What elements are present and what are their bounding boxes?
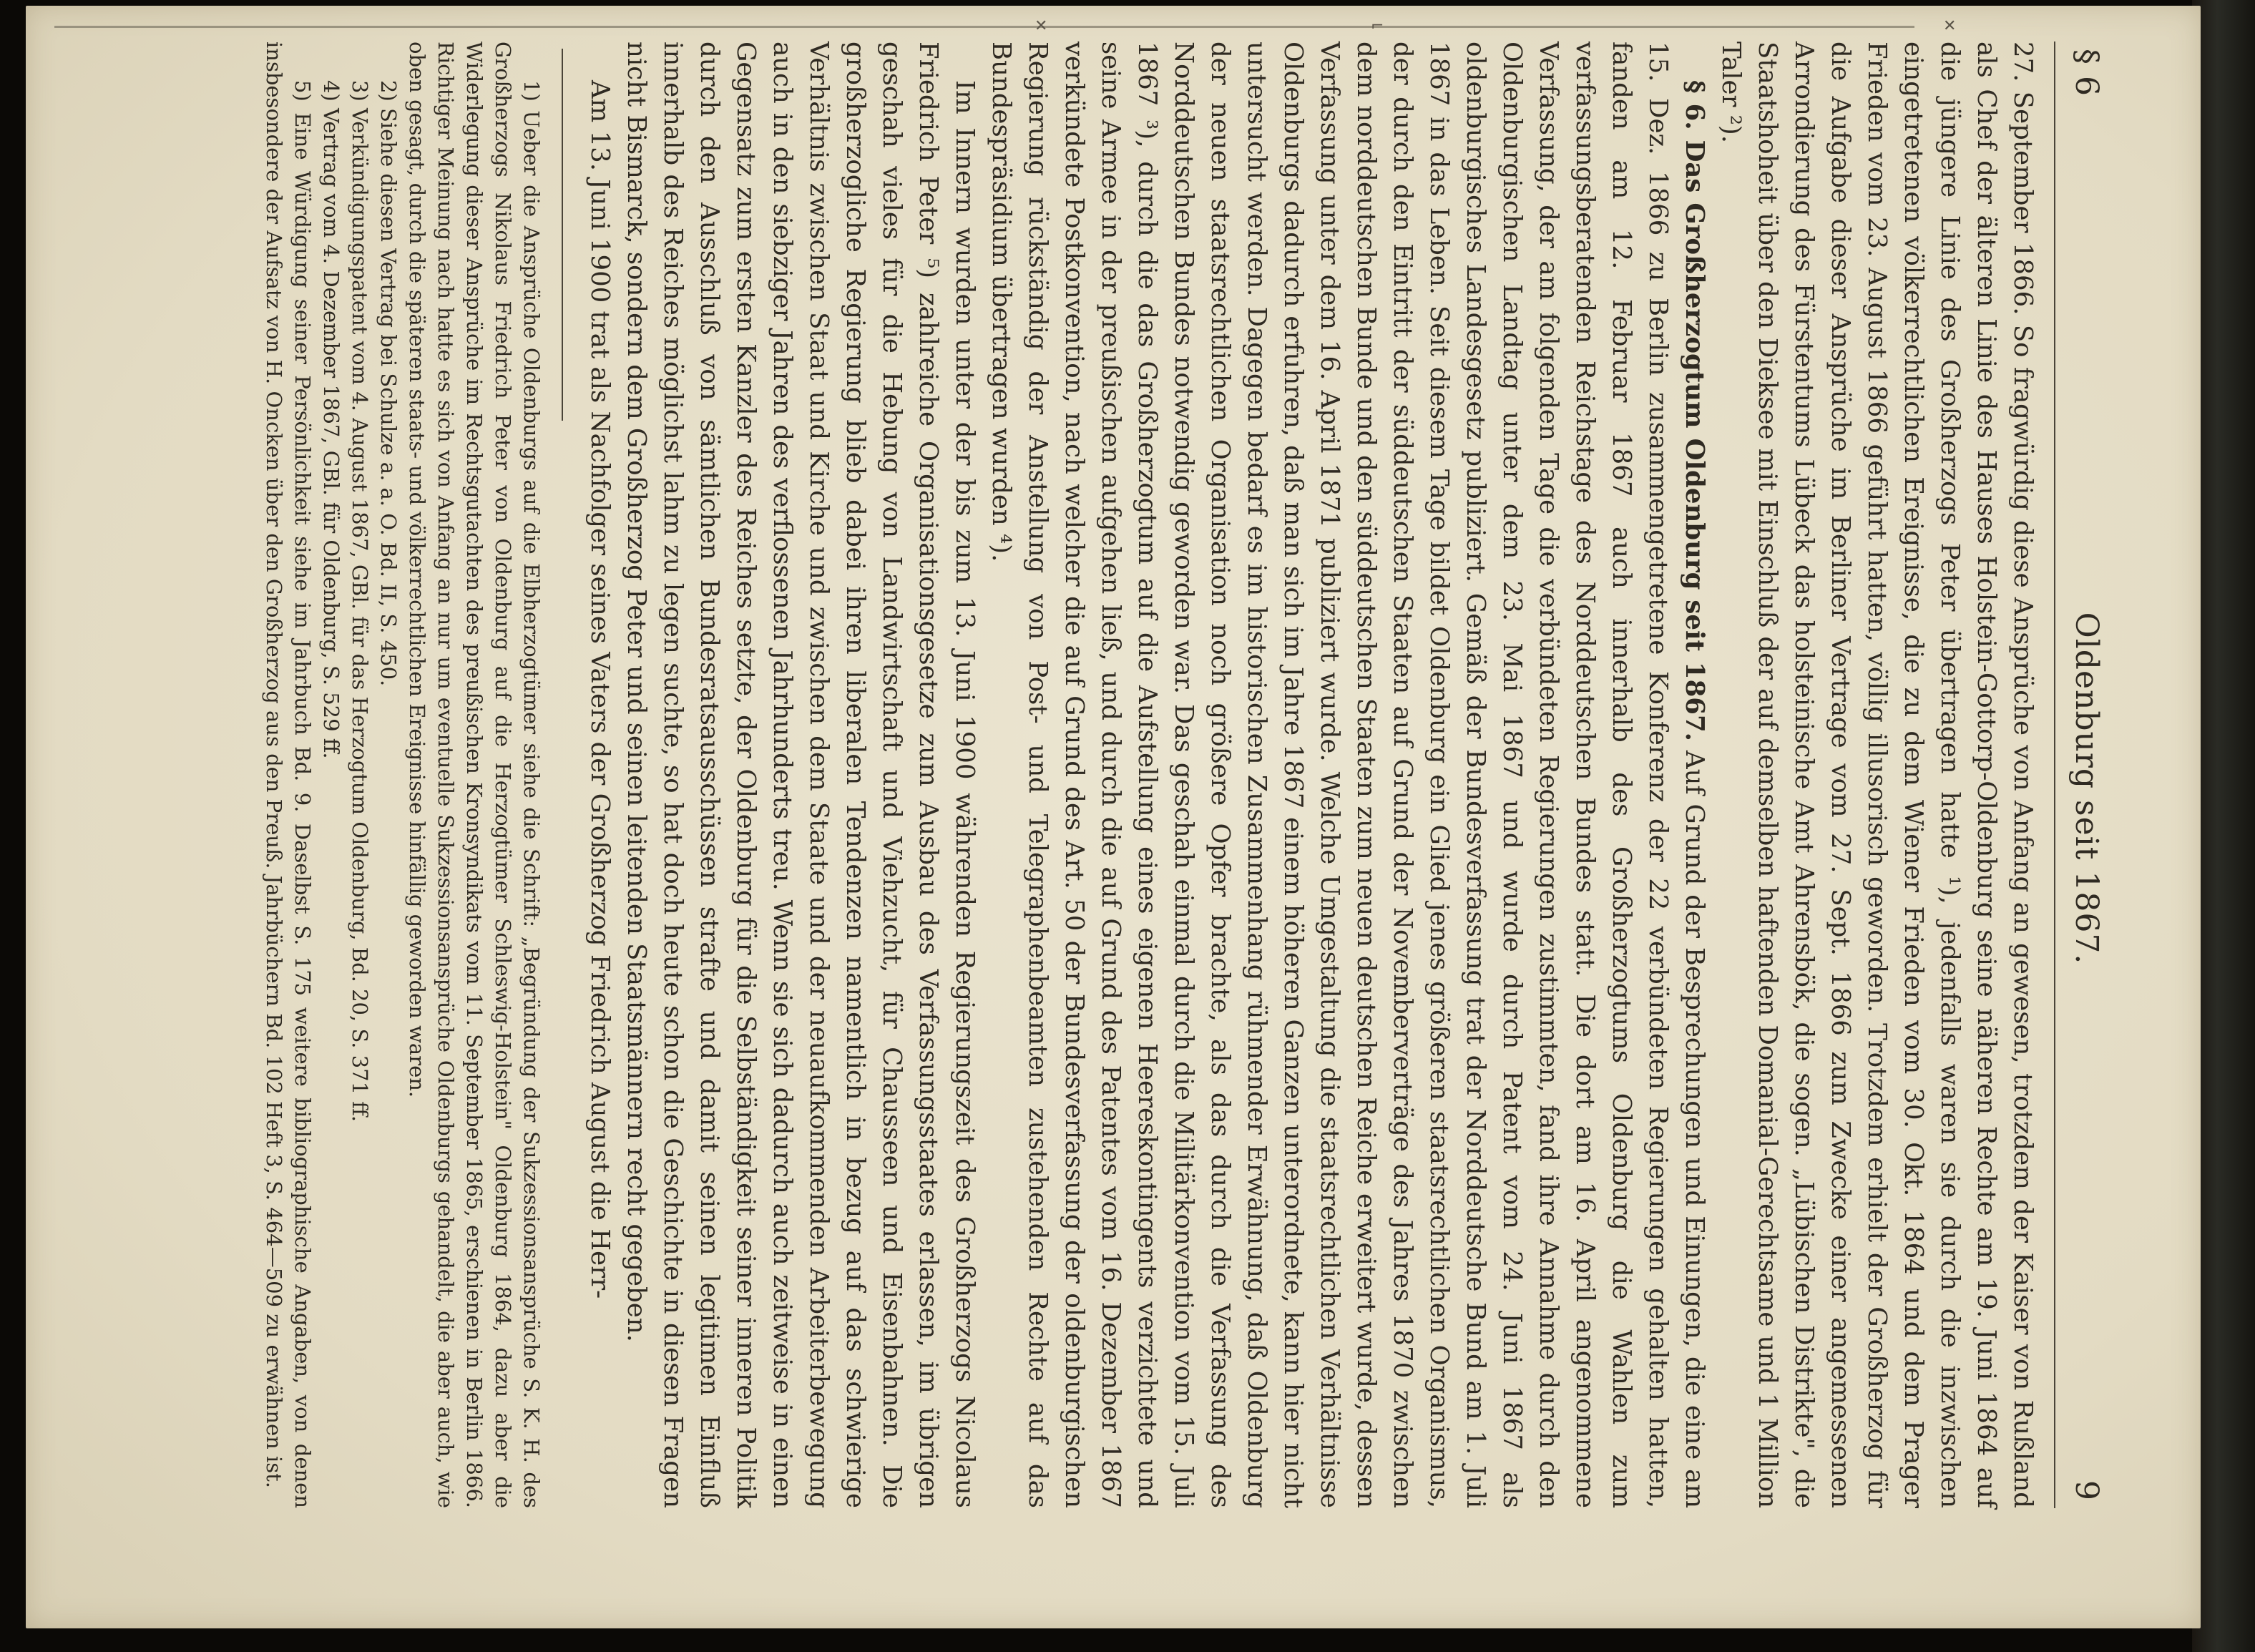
footnotes	[260, 41, 546, 1508]
running-title: Oldenburg seit 1867.	[2068, 612, 2105, 965]
running-header	[2054, 41, 2105, 1508]
binding-mark-icon: ⌐	[1371, 17, 1384, 35]
paragraph-text: Im Innern wurden unter der bis zum 13. Juni 1900 währenden Regierungszeit des Großherzogs Nicolaus Friedrich Peter ⁵) zahlreiche Organisationsgesetze zum Ausbau des Verfassungsstaates erlassen, im übrigen geschah vieles für die Hebung von Landwirtschaft und Viehzucht, für Chausseen und Eisenbahnen. Die großherzogliche Regierung blieb dabei ihren liberalen Tendenzen namentlich in bezug auf das schwierige Verhältnis zwischen Staat und Kirche und zwischen dem Staate und der neuaufkommenden Arbeiterbewegung auch in den siebziger Jahren des verflossenen Jahrhunderts treu. Wenn sie sich dadurch auch zeitweise in einen Gegensatz zum ersten Kanzler des Reiches setzte, der Oldenburg für die Selbständigkeit seiner inneren Politik durch den Ausschluß von sämtlichen Bundesratsausschüssen strafte und damit seinen legitimen Einfluß innerhalb des Reiches möglichst lahm zu legen suchte, so hat doch heute schon die Geschichte in diesen Fragen nicht Bismarck, sondern dem Großherzog Peter und seinen leitenden Staatsmännern recht gegeben.	[622, 41, 979, 1508]
paragraph-text: 27. September 1866. So fragwürdig diese Ansprüche von Anfang an gewesen, trotzdem der Kaiser von Rußland als Chef der älteren Linie des Hauses Holstein-Gottorp-Oldenburg seine näheren Rechte am 19. Juni 1864 auf die jüngere Linie des Großherzogs Peter übertragen hatte ¹), jedenfalls waren sie durch die inzwischen eingetretenen völkerrechtlichen Ereignisse, die zu dem Wiener Frieden vom 30. Okt. 1864 und dem Prager Frieden vom 23. August 1866 geführt hatten, völlig illusorisch geworden. Trotzdem erhielt der Großherzog für die Aufgabe dieser Ansprüche im Berliner Vertrage vom 27. Sept. 1866 zum Zwecke einer angemessenen Arrondierung des Fürstentums Lübeck das holsteinische Amt Ahrensbök, die sogen. „Lübischen Distrikte", die Staatshoheit über den Dieksee mit Einschluß der auf demselben haftenden Domanial-Gerechtsame und 1 Million Taler ²).	[1716, 41, 2038, 1508]
paragraph	[983, 41, 1713, 1508]
binding-mark-icon: ✕	[1943, 17, 1957, 35]
rotated-text-block	[262, 41, 2105, 1508]
page-fold-line	[54, 26, 1914, 28]
section-marker: § 6	[2068, 49, 2105, 97]
paragraph	[618, 41, 983, 1508]
footnote: 5) Eine Würdigung seiner Persönlichkeit siehe im Jahrbuch Bd. 9. Daselbst S. 175 weitere bibliographische Angaben, von denen insbesondere der Aufsatz von H. Oncken über den Großherzog aus den Preuß. Jahrbüchern Bd. 102 Heft 3, S. 464—509 zu erwähnen ist.	[262, 41, 315, 1508]
page-number: 9	[2068, 1480, 2105, 1501]
footnote: 3) Verkündigungspatent vom 4. August 1867, GBl. für das Herzogtum Oldenburg, Bd. 20, S. 371 ff.	[348, 80, 372, 1123]
footnote: 1) Ueber die Ansprüche Oldenburgs auf die Elbherzogtümer siehe die Schrift: „Begründung der Sukzessionsansprüche S. K. H. des Großherzogs Nikolaus Friedrich Peter von Oldenburg auf die Herzogtümer Schleswig-Holstein" Oldenburg 1864, dazu aber die Widerlegung dieser Ansprüche im Rechtsgutachten des preußischen Kronsyndikats vom 11. September 1865, erschienen in Berlin 1866. Richtiger Meinung nach hatte es sich von Anfang an nur um eventuelle Sukzessionsansprüche Oldenburgs gehandelt, die aber auch, wie oben gesagt, durch die späteren staats- und völkerrechtlichen Ereignisse hinfällig geworden waren.	[405, 41, 544, 1508]
paragraph	[582, 41, 618, 1508]
book-spine-edge	[2192, 0, 2255, 1652]
footnote-rule	[562, 49, 563, 421]
paragraph	[1713, 41, 2041, 1508]
footnote: 2) Siehe diesen Vertrag bei Schulze a. a. O. Bd. II, S. 450.	[376, 80, 401, 687]
binding-mark-icon: ✕	[1034, 17, 1048, 35]
section-heading: § 6. Das Großherzogtum Oldenburg seit 1867.	[1680, 80, 1709, 742]
footnote: 4) Vertrag vom 4. Dezember 1867, GBl. für Oldenburg, S. 529 ff.	[319, 80, 343, 759]
paragraph-text: Auf Grund der Besprechungen und Einungen, die eine am 15. Dez. 1866 zu Berlin zusammengetretene Konferenz der 22 verbündeten Regierungen gehalten hatten, fanden am 12. Februar 1867 auch innerhalb des Großherzogtums Oldenburg die Wahlen zum verfassungsberatenden Reichstage des Norddeutschen Bundes statt. Die dort am 16. April angenommene Verfassung, der am folgenden Tage die verbündeten Regierungen zustimmten, fand ihre Annahme durch den Oldenburgischen Landtag unter dem 23. Mai 1867 und wurde durch Patent vom 24. Juni 1867 als oldenburgisches Landesgesetz publiziert. Gemäß der Bundesverfassung trat der Norddeutsche Bund am 1. Juli 1867 in das Leben. Seit diesem Tage bildet Oldenburg ein Glied jenes größeren staatsrechtlichen Organismus, der durch den Eintritt der süddeutschen Staaten auf Grund der Novemberverträge des Jahres 1870 zwischen dem norddeutschen Bunde und den süddeutschen Staaten zum neuen deutschen Reiche erweitert wurde, dessen Verfassung unter dem 16. April 1871 publiziert wurde. Welche Umgestaltung die staatsrechtlichen Verhältnisse Oldenburgs dadurch erfuhren, daß man sich im Jahre 1867 einem höheren Ganzen unterordnete, kann hier nicht untersucht werden. Dagegen bedarf es im historischen Zusammenhang rühmender Erwähnung, daß Oldenburg der neuen staatsrechtlichen Organisation noch größere Opfer brachte, als das durch die Verfassung des Norddeutschen Bundes notwendig geworden war. Das geschah einmal durch die Militärkonvention vom 15. Juli 1867 ³), durch die das Großherzogtum auf die Aufstellung eines eigenen Heereskontingents verzichtete und seine Armee in der preußischen aufgehen ließ, und durch die auf Grund des Patentes vom 16. Dezember 1867 verkündete Postkonvention, nach welcher die auf Grund des Art. 50 der Bundesverfassung der oldenburgischen Regierung rückständig der Anstellung von Post- und Telegraphenbeamten zustehenden Rechte auf das Bundespräsidium übertragen wurden ⁴).	[987, 41, 1709, 1508]
paragraph-text: Am 13. Juni 1900 trat als Nachfolger seines Vaters der Großherzog Friedrich August die Herr-	[585, 80, 615, 1299]
main-text	[582, 41, 2054, 1508]
document-page	[26, 6, 2201, 1628]
